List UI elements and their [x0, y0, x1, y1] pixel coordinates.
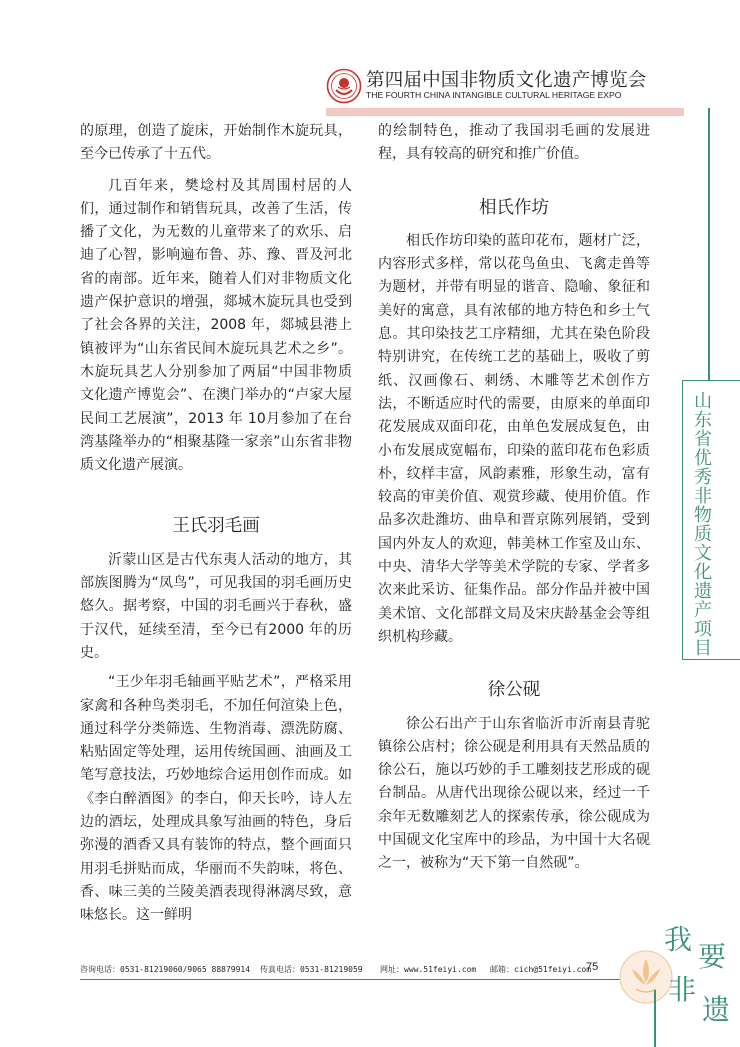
- deco-vertical-line: [654, 990, 656, 1047]
- paragraph: 几百年来，樊埝村及其周围村居的人们，通过制作和销售玩具，改善了生活，传播了文化，为无数的儿童带来了的欢乐、启迪了心智，影响遍布鲁、苏、豫、晋及河北省的南部。近年来，随着人们对非物质文化遗产保护意识的增强，郯城木旋玩具也受到了社会各界的关注，2008 年，郯城县港上镇被评为“山东省民间木旋玩具艺术之乡”。木旋玩具艺人分别参加了两届“中国非物质文化遗产博览会”、在澳门举办的“卢家大屋民间工艺展演”，2013 年 10月参加了在台湾基隆举办的“相聚基隆一家亲”山东省非物质文化遗产展演。: [80, 177, 352, 474]
- side-char: 目: [694, 638, 712, 659]
- paragraph: 徐公石出产于山东省临沂市沂南县青驼镇徐公店村；徐公砚是利用具有天然品质的徐公石，施以巧妙的手工雕刻技艺形成的砚台制品。从唐代出现徐公砚以来，经过一千余年无数雕刻艺人的探索传承，徐公砚成为中国砚文化宝库中的珍品，为中国十大名砚之一，被称为“天下第一自然砚”。: [378, 715, 650, 872]
- website-link[interactable]: 网址：www.51feiyi.com: [380, 965, 477, 974]
- side-char: 省: [694, 429, 712, 450]
- side-char: 山: [694, 391, 712, 412]
- side-char: 质: [694, 524, 712, 545]
- consult-phone: 咨询电话：0531-81219060/9065 88879914: [80, 965, 251, 974]
- email-link[interactable]: 邮箱：cich@51feiyi.com: [490, 965, 592, 974]
- page-number: 75: [586, 961, 599, 973]
- deco-char: 非: [668, 973, 697, 1006]
- header-title-cn: 第四届中国非物质文化遗产博览会: [366, 70, 647, 91]
- page-header: [326, 64, 726, 110]
- deco-char: 我: [664, 923, 693, 956]
- left-column: [80, 120, 352, 928]
- paragraph: 的绘制特色，推动了我国羽毛画的发展进程，具有较高的研究和推广价值。: [378, 123, 650, 163]
- side-char: 优: [694, 448, 712, 469]
- expo-logo-icon: [326, 68, 362, 104]
- side-char: 物: [694, 505, 712, 526]
- paragraph: 沂蒙山区是古代东夷人活动的地方，其部族图腾为“凤鸟”，可见我国的羽毛画历史悠久。据考察，中国的羽毛画兴于春秋，盛于汉代，延续至清，至今已有2000 年的历史。: [80, 551, 352, 661]
- side-char: 东: [694, 410, 712, 431]
- paragraph: 的原理，创造了旋床，开始制作木旋玩具，至今已传承了十五代。: [80, 123, 352, 163]
- side-char: 遗: [694, 581, 712, 602]
- paragraph: “王少年羽毛轴画平贴艺术”，严格采用家禽和各种鸟类羽毛，不加任何渲染上色，通过科学分类筛选、生物消毒、漂洗防腐、粘贴固定等处理，运用传统国画、油画及工笔写意技法，巧妙地综合运用创作而成。如《李白醉酒图》的李白，仰天长吟，诗人左边的酒坛，处理成具象写油画的特色，身后弥漫的酒香又具有装饰的特点，整个画面只用羽毛拼贴而成，华丽而不失韵味，将色、香、味三美的兰陵美酒表现得淋漓尽致，意味悠长。这一鲜明: [80, 674, 352, 924]
- deco-char: 要: [698, 940, 727, 973]
- section-title: 王氏羽毛画: [172, 516, 260, 537]
- side-vertical-line: [708, 108, 710, 380]
- side-char: 文: [694, 543, 712, 564]
- side-label: [689, 392, 717, 658]
- header-bar: [326, 108, 684, 116]
- side-char: 产: [694, 600, 712, 621]
- fax-phone: 传真电话：0531-81219059: [260, 965, 363, 974]
- side-char: 项: [694, 619, 712, 640]
- paragraph: 相氏作坊印染的蓝印花布，题材广泛，内容形式多样，常以花鸟鱼虫、飞禽走兽等为题材，并带有明显的谐音、隐喻、象征和美好的寓意，具有浓郁的地方特色和乡土气息。其印染技艺工序精细，尤其在染色阶段特别讲究，在传统工艺的基础上，吸收了剪纸、汉画像石、刺绣、木雕等艺术创作方法，不断适应时代的需要，由原来的单面印花发展成双面印花，由单色发展成复色，由小布发展成宽幅布，印染的蓝印花布色彩质朴，纹样丰富，风韵素雅，形象生动，富有较高的审美价值、观赏珍藏、使用价值。作品多次赴潍坊、曲阜和晋京陈列展销，受到国内外友人的欢迎，韩美林工作室及山东、中央、清华大学等美术学院的专家、学者多次来此采访、征集作品。部分作品并被中国美术馆、文化部群文局及宋庆龄基金会等组织机构珍藏。: [378, 232, 650, 645]
- header-title-en: THE FOURTH CHINA INTANGIBLE CULTURAL HERITAGE EXPO: [366, 90, 622, 100]
- deco-char: 遗: [702, 993, 731, 1026]
- side-char: 化: [694, 562, 712, 583]
- side-char: 秀: [694, 467, 712, 488]
- side-char: 非: [694, 486, 712, 507]
- section-title: 相氏作坊: [479, 197, 549, 218]
- right-column: [378, 120, 650, 876]
- section-title: 徐公砚: [487, 680, 541, 701]
- footer-divider: [80, 979, 620, 980]
